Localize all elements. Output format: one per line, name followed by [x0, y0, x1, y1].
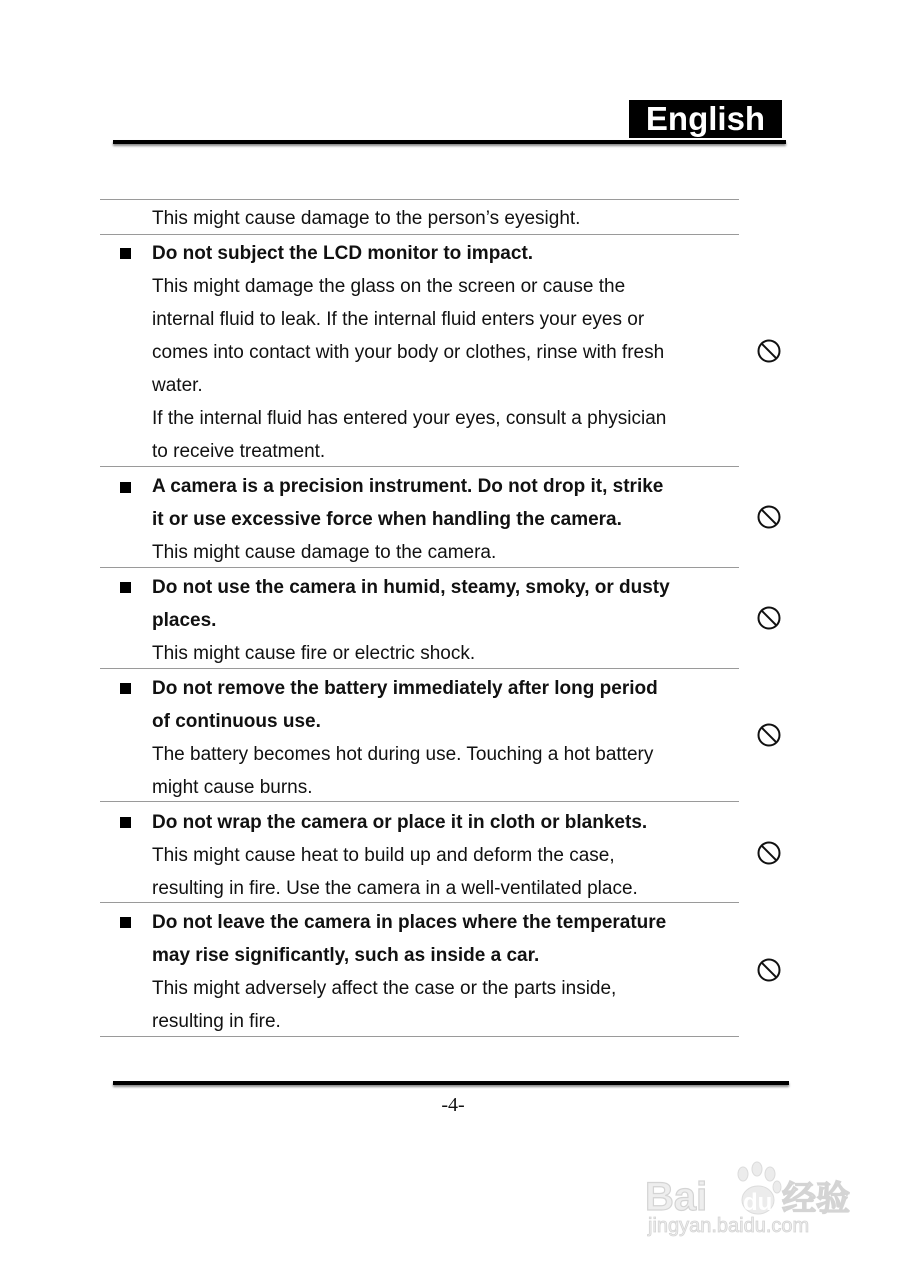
body-text: This might cause heat to build up and deform the case, — [152, 845, 615, 866]
warning-heading: Do not leave the camera in places where the temperature — [152, 912, 667, 933]
warning-heading: Do not subject the LCD monitor to impact. — [152, 243, 534, 264]
warning-heading: Do not use the camera in humid, steamy, smoky, or dusty — [152, 577, 670, 598]
body-text: If the internal fluid has entered your eyes, consult a physician — [152, 408, 667, 429]
square-bullet-icon — [120, 817, 131, 828]
prohibition-icon — [757, 339, 781, 363]
prohibition-icon — [757, 958, 781, 982]
body-text: This might adversely affect the case or the parts inside, — [152, 978, 617, 999]
baidu-watermark-url — [640, 1212, 860, 1238]
body-text: comes into contact with your body or clothes, rinse with fresh — [152, 342, 665, 363]
baidu-watermark-logo — [640, 1160, 860, 1220]
body-text: This might cause damage to the person’s eyesight. — [152, 208, 581, 229]
body-text: resulting in fire. Use the camera in a well-ventilated place. — [152, 878, 638, 899]
body-text: internal fluid to leak. If the internal fluid enters your eyes or — [152, 309, 645, 330]
warning-section — [100, 802, 739, 903]
warning-heading: it or use excessive force when handling the camera. — [152, 509, 622, 530]
language-badge: English — [629, 100, 782, 138]
warning-heading: places. — [152, 610, 217, 631]
warning-heading: Do not wrap the camera or place it in cloth or blankets. — [152, 812, 648, 833]
square-bullet-icon — [120, 248, 131, 259]
body-text: This might damage the glass on the screen or cause the — [152, 276, 626, 297]
body-text: The battery becomes hot during use. Touching a hot battery — [152, 744, 654, 765]
warning-section — [100, 568, 739, 669]
page-number: -4- — [441, 1094, 465, 1116]
prohibition-icon — [757, 606, 781, 630]
warning-section — [100, 467, 739, 568]
square-bullet-icon — [120, 683, 131, 694]
warning-heading: Do not remove the battery immediately after long period — [152, 678, 658, 699]
header-rule — [113, 140, 786, 144]
prohibition-icon — [757, 723, 781, 747]
body-text: This might cause damage to the camera. — [152, 542, 497, 563]
body-text: might cause burns. — [152, 777, 313, 798]
warning-section — [100, 199, 739, 235]
svg-text:经验: 经验 — [782, 1179, 850, 1219]
warning-section — [100, 903, 739, 1037]
body-text: This might cause fire or electric shock. — [152, 643, 476, 664]
square-bullet-icon — [120, 482, 131, 493]
prohibition-icon — [757, 505, 781, 529]
svg-text:jingyan.baidu.com: jingyan.baidu.com — [648, 1215, 810, 1237]
prohibition-icon — [757, 841, 781, 865]
warning-section — [100, 669, 739, 802]
body-text: to receive treatment. — [152, 441, 326, 462]
body-text: water. — [152, 375, 203, 396]
body-text: resulting in fire. — [152, 1011, 281, 1032]
square-bullet-icon — [120, 582, 131, 593]
warning-heading: may rise significantly, such as inside a car. — [152, 945, 540, 966]
svg-text:Bai: Bai — [645, 1175, 708, 1219]
warning-heading: A camera is a precision instrument. Do not drop it, strike — [152, 476, 664, 497]
footer-rule — [113, 1081, 789, 1085]
square-bullet-icon — [120, 917, 131, 928]
svg-text:du: du — [743, 1189, 773, 1216]
warning-heading: of continuous use. — [152, 711, 321, 732]
warning-section — [100, 234, 739, 467]
